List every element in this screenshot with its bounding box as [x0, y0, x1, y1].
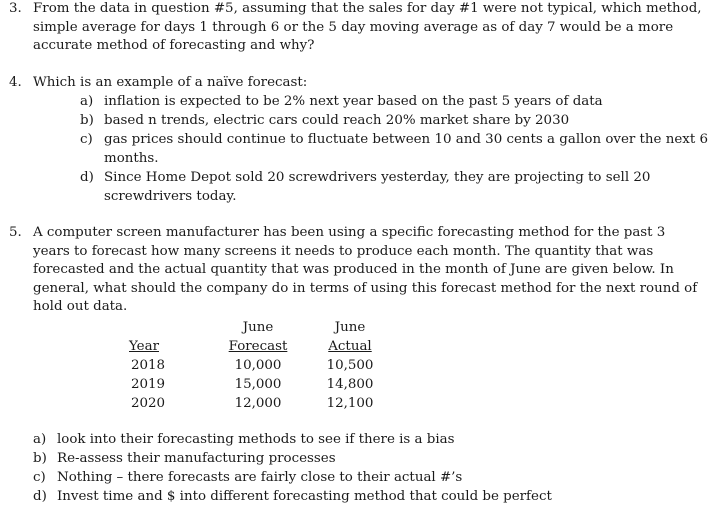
question-4-option-d: [80, 169, 680, 206]
table-row-forecast: 10,000: [234, 358, 282, 373]
question-4-text: Which is an example of a naïve forecast:: [33, 75, 308, 90]
table-row-year: 2019: [130, 377, 166, 392]
option-text: based n trends, electric cars could reach 20% market share by 2030: [104, 113, 570, 128]
option-letter: a): [33, 432, 47, 447]
table-row-year: 2018: [130, 358, 166, 373]
question-3: [9, 0, 705, 56]
header-forecast-top: June: [242, 320, 274, 335]
question-4-option-b: [80, 112, 705, 131]
option-letter: d): [33, 489, 47, 504]
header-actual-top: June: [334, 320, 366, 335]
table-row-forecast: 15,000: [234, 377, 282, 392]
question-5-number: 5.: [9, 225, 22, 240]
table-row-actual: 12,100: [326, 396, 374, 411]
option-letter: a): [80, 94, 94, 109]
option-letter: d): [80, 170, 94, 185]
option-text: look into their forecasting methods to see if there is a bias: [57, 432, 455, 447]
option-text: gas prices should continue to fluctuate between 10 and 30 cents a gallon over the next 6 months.: [104, 132, 708, 166]
question-4-option-a: [80, 93, 705, 112]
option-letter: c): [33, 470, 46, 485]
question-5-option-d: [33, 488, 703, 507]
table-row-actual: 10,500: [326, 358, 374, 373]
option-text: inflation is expected to be 2% next year based on the past 5 years of data: [104, 94, 603, 109]
question-4-number: 4.: [9, 75, 22, 90]
header-year: Year: [129, 339, 159, 354]
question-5-option-b: [33, 450, 703, 469]
question-4-option-c: [80, 131, 708, 168]
option-letter: c): [80, 132, 93, 147]
option-letter: b): [80, 113, 94, 128]
option-text: Nothing – there forecasts are fairly close to their actual #’s: [57, 470, 463, 485]
question-4: [9, 74, 705, 93]
question-3-number: 3.: [9, 1, 22, 16]
question-5: [9, 224, 705, 317]
question-5-option-a: [33, 431, 703, 450]
question-3-text: From the data in question #5, assuming that the sales for day #1 were not typical, which method, simple average for days 1 through 6 or the 5 day moving average as of day 7 would be a more accurate method of forecasting and why?: [33, 1, 702, 54]
question-5-option-c: [33, 469, 703, 488]
option-letter: b): [33, 451, 47, 466]
question-5-text: A computer screen manufacturer has been using a specific forecasting method for the past 3 years to forecast how many screens it needs to produce each month. The quantity that was forecasted and the actual quantity that was produced in the month of June are given below. In general, what should the company do in terms of using this forecast method for the next round of hold out data.: [33, 225, 698, 315]
table-row-year: 2020: [130, 396, 166, 411]
option-text: Invest time and $ into different forecasting method that could be perfect: [57, 489, 552, 504]
table-row-actual: 14,800: [326, 377, 374, 392]
header-actual-bottom: Actual: [328, 339, 372, 354]
option-text: Since Home Depot sold 20 screwdrivers yesterday, they are projecting to sell 20 screwdrivers today.: [104, 170, 651, 204]
header-forecast-bottom: Forecast: [228, 339, 288, 354]
option-text: Re-assess their manufacturing processes: [57, 451, 336, 466]
table-row-forecast: 12,000: [234, 396, 282, 411]
